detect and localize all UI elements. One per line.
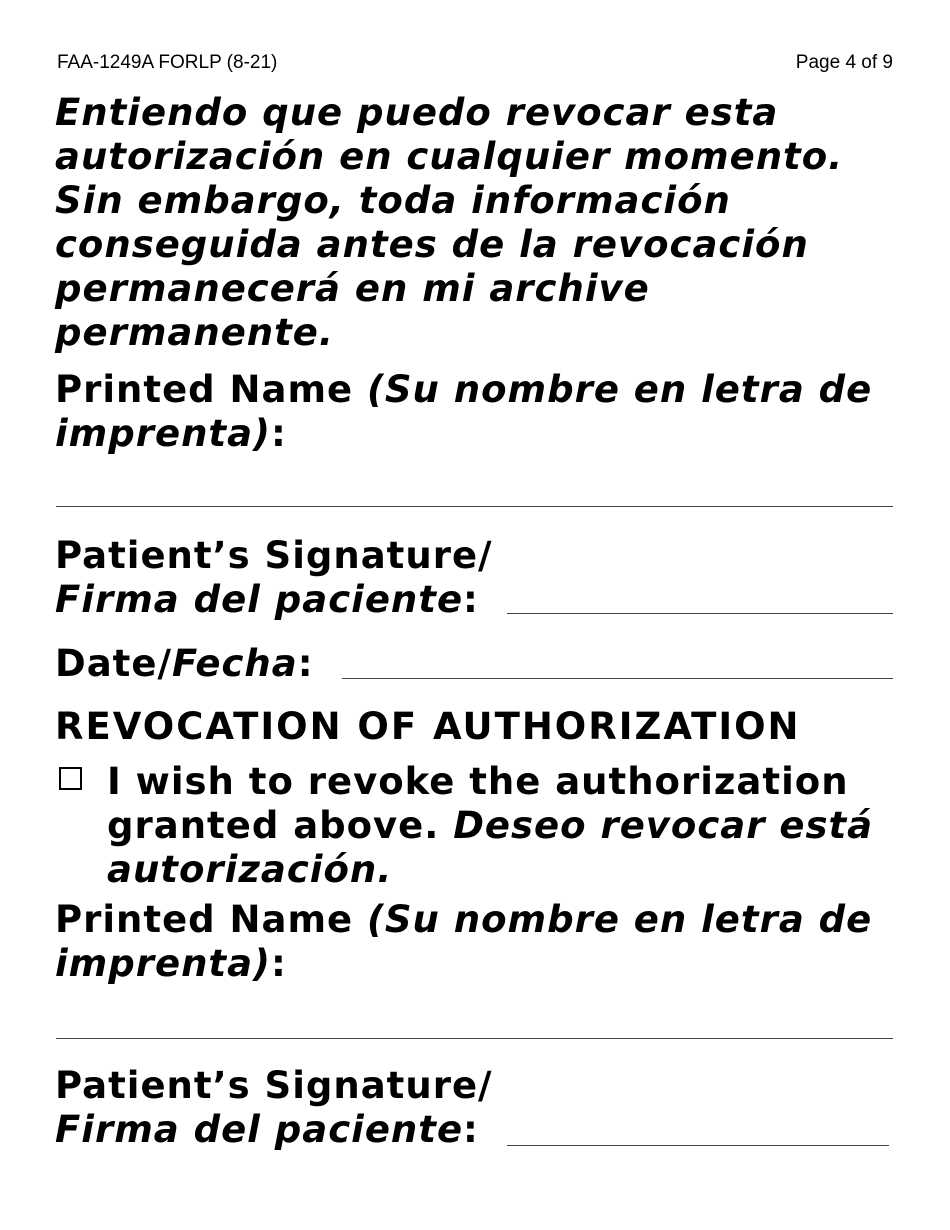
revocation-printed-name-label-en: Printed Name (55, 898, 367, 941)
revocation-signature-field[interactable] (507, 1145, 889, 1146)
revocation-notice: Entiendo que puedo revocar esta autorización en cualquier momento. Sin embargo, toda información conseguida antes de la revocación permanecerá en mi archive permanente. (55, 91, 844, 354)
date-field[interactable] (342, 678, 893, 679)
signature-colon: : (463, 578, 479, 621)
printed-name-label-en: Printed Name (55, 368, 367, 411)
revoke-label-es: Deseo revocar está autorización. (107, 804, 874, 891)
signature-label (55, 534, 493, 622)
printed-name-label-es: (Su nombre en letra de imprenta) (55, 368, 873, 455)
date-label-en: Date/ (55, 642, 172, 685)
signature-label-en: Patient’s Signature/ (55, 534, 493, 577)
revoke-checkbox[interactable] (59, 767, 82, 790)
printed-name-field[interactable] (56, 506, 893, 507)
revocation-signature-label (55, 1064, 493, 1152)
form-id: FAA-1249A FORLP (8-21) (57, 52, 278, 73)
date-label-es: Fecha (171, 642, 298, 685)
signature-label-es: Firma del paciente (55, 578, 464, 621)
revoke-checkbox-label (107, 760, 907, 892)
revocation-printed-name-field[interactable] (56, 1038, 893, 1039)
revocation-heading: REVOCATION OF AUTHORIZATION (55, 705, 801, 748)
revocation-printed-name-label (55, 898, 950, 986)
printed-name-colon: : (270, 412, 287, 455)
revocation-signature-colon: : (463, 1108, 479, 1151)
date-colon: : (297, 642, 314, 685)
date-label (55, 642, 314, 686)
page-number: Page 4 of 9 (795, 52, 893, 73)
revocation-signature-label-es: Firma del paciente (55, 1108, 464, 1151)
revocation-printed-name-label-es: (Su nombre en letra de imprenta) (55, 898, 873, 985)
printed-name-label (55, 368, 950, 456)
revoke-label-en: I wish to revoke the authorization granted above. (107, 760, 849, 847)
revocation-printed-name-colon: : (270, 942, 287, 985)
revocation-signature-label-en: Patient’s Signature/ (55, 1064, 493, 1107)
signature-field[interactable] (507, 613, 893, 614)
